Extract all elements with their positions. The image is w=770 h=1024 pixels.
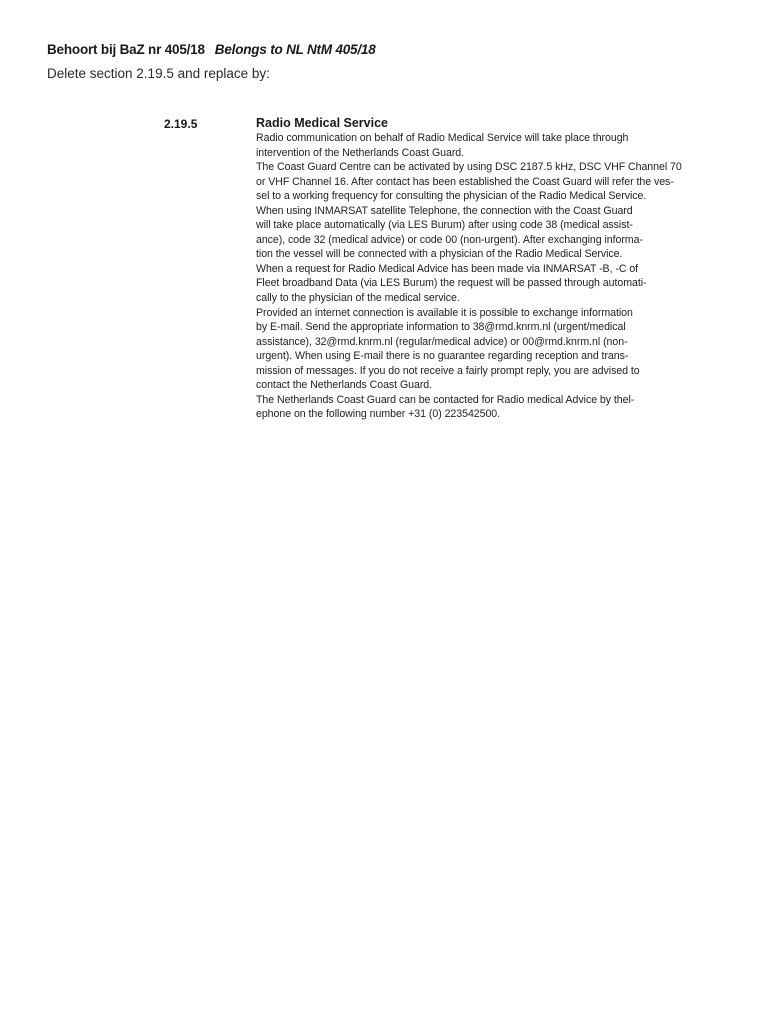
body-line: tion the vessel will be connected with a physician of the Radio Medical Service. [256,248,623,261]
instruction-text: Delete section 2.19.5 and replace by: [47,66,270,81]
document-header [47,42,376,57]
body-line: by E-mail. Send the appropriate information to 38@rmd.knrm.nl (urgent/medical [256,321,626,334]
body-line: or VHF Channel 16. After contact has been established the Coast Guard will refer the ves- [256,175,674,188]
body-line: contact the Netherlands Coast Guard. [256,379,433,392]
body-line: When using INMARSAT satellite Telephone, the connection with the Coast Guard [256,204,633,217]
body-line: Radio communication on behalf of Radio Medical Service will take place through [256,132,629,144]
body-line: intervention of the Netherlands Coast Guard. [256,146,465,159]
en-reference: Belongs to NL NtM 405/18 [214,42,376,57]
section-block [256,116,706,422]
body-line: mission of messages. If you do not receive a fairly prompt reply, you are advised to [256,364,640,377]
body-line: When a request for Radio Medical Advice has been made via INMARSAT -B, -C of [256,262,639,275]
body-line: ance), code 32 (medical advice) or code 00 (non-urgent). After exchanging informa- [256,233,643,246]
body-line: urgent). When using E-mail there is no guarantee regarding reception and trans- [256,350,629,363]
section-body [256,131,706,422]
body-line: will take place automatically (via LES Burum) after using code 38 (medical assist- [256,219,633,232]
body-line: The Netherlands Coast Guard can be contacted for Radio medical Advice by thel- [256,393,635,406]
body-line: cally to the physician of the medical service. [256,292,460,305]
section-number: 2.19.5 [164,117,198,131]
body-line: sel to a working frequency for consulting the physician of the Radio Medical Service. [256,190,647,203]
body-line: Provided an internet connection is available it is possible to exchange information [256,306,633,319]
nl-reference: Behoort bij BaZ nr 405/18 [47,42,205,57]
body-line: assistance), 32@rmd.knrm.nl (regular/medical advice) or 00@rmd.knrm.nl (non- [256,335,628,348]
body-line: ephone on the following number +31 (0) 223542500. [256,408,501,421]
body-line: The Coast Guard Centre can be activated by using DSC 2187.5 kHz, DSC VHF Channel 70 [256,161,682,174]
section-title: Radio Medical Service [256,116,389,130]
body-line: Fleet broadband Data (via LES Burum) the request will be passed through automati- [256,277,647,290]
